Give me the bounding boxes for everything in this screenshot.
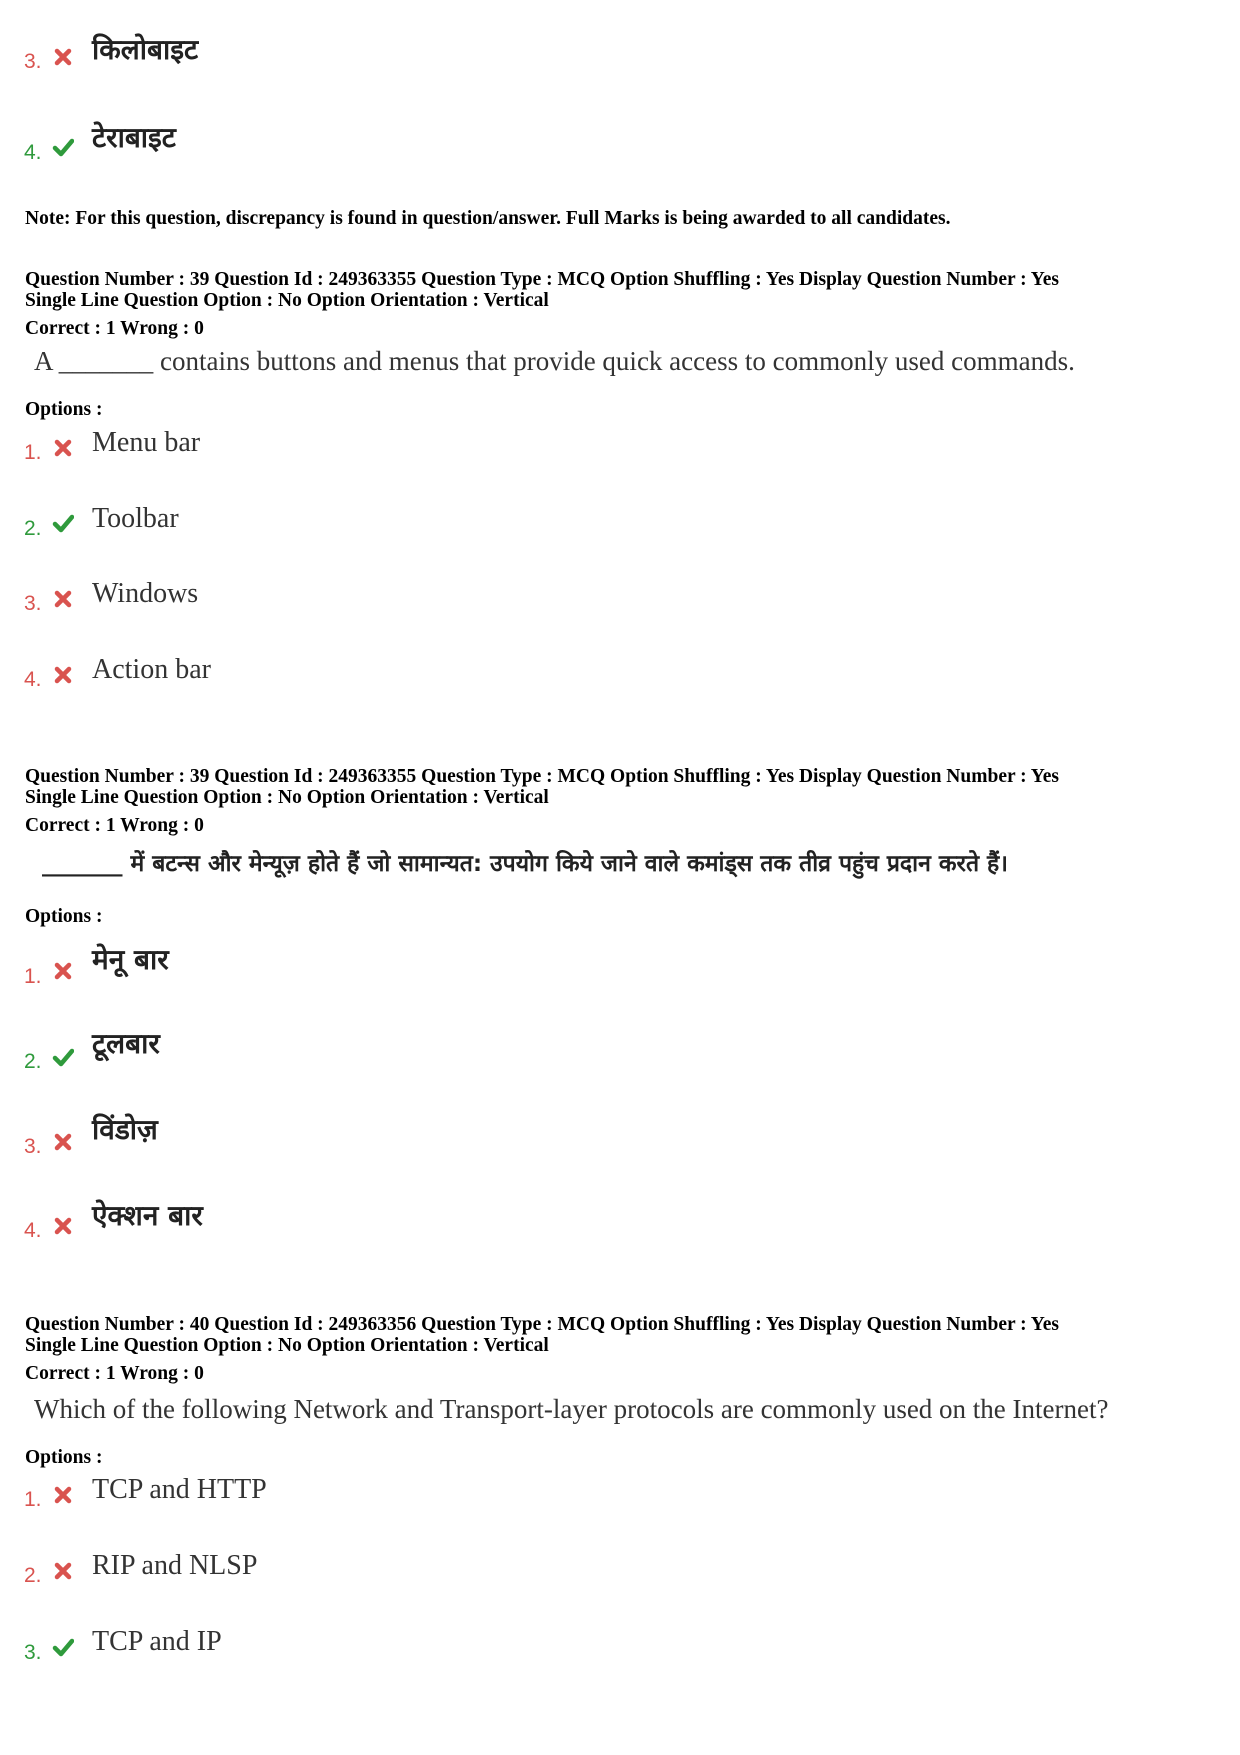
- options-label: Options :: [25, 1447, 103, 1468]
- options-label: Options :: [25, 399, 103, 420]
- option-text: TCP and HTTP: [92, 1474, 267, 1505]
- option-number: 4.: [24, 668, 42, 691]
- check-icon: [52, 1046, 74, 1068]
- question-text: Which of the following Network and Transport-layer protocols are commonly used on the Internet?: [34, 1394, 1109, 1424]
- option-number: 3.: [24, 1135, 42, 1158]
- option-text: टेराबाइट: [92, 121, 176, 154]
- option-number: 2.: [24, 1050, 42, 1073]
- question-text: _______ में बटन्स और मेन्यूज़ होते हैं जो सामान्यत: उपयोग किये जाने वाले कमांड्स तक तीव्र पहुंच प्रदान करते हैं।: [42, 851, 1008, 877]
- option-number: 1.: [24, 441, 42, 464]
- option-number: 2.: [24, 517, 42, 540]
- option-number: 1.: [24, 965, 42, 988]
- option-text: TCP and IP: [92, 1626, 222, 1657]
- check-icon: [52, 512, 74, 534]
- question-text: A _______ contains buttons and menus that provide quick access to commonly used commands.: [34, 346, 1075, 376]
- discrepancy-note: Note: For this question, discrepancy is found in question/answer. Full Marks is being awarded to all candidates.: [25, 208, 951, 229]
- wrong-icon: [52, 588, 74, 610]
- option-number: 3.: [24, 1641, 42, 1664]
- option-number: 4.: [24, 141, 42, 164]
- wrong-icon: [52, 1215, 74, 1237]
- question-meta: Question Number : 39 Question Id : 249363355 Question Type : MCQ Option Shuffling : Yes Display Question Number : Yes: [25, 269, 1059, 290]
- option-text: ऐक्शन बार: [92, 1199, 203, 1232]
- check-icon: [52, 1636, 74, 1658]
- option-text: किलोबाइट: [92, 33, 199, 66]
- option-number: 3.: [24, 50, 42, 73]
- options-label: Options :: [25, 906, 103, 927]
- option-number: 3.: [24, 592, 42, 615]
- option-number: 4.: [24, 1219, 42, 1242]
- option-number: 2.: [24, 1564, 42, 1587]
- option-text: टूलबार: [92, 1027, 160, 1060]
- wrong-icon: [52, 1484, 74, 1506]
- question-meta-2: Single Line Question Option : No Option Orientation : Vertical: [25, 290, 549, 311]
- wrong-icon: [52, 1131, 74, 1153]
- option-text: Toolbar: [92, 503, 179, 534]
- option-text: Action bar: [92, 654, 211, 685]
- question-meta-2: Single Line Question Option : No Option Orientation : Vertical: [25, 787, 549, 808]
- wrong-icon: [52, 960, 74, 982]
- option-text: Windows: [92, 578, 199, 609]
- wrong-icon: [52, 437, 74, 459]
- option-text: विंडोज़: [92, 1113, 158, 1146]
- option-number: 1.: [24, 1488, 42, 1511]
- option-text: मेनू बार: [92, 943, 169, 976]
- question-meta: Question Number : 40 Question Id : 249363356 Question Type : MCQ Option Shuffling : Yes Display Question Number : Yes: [25, 1314, 1059, 1335]
- marks-info: Correct : 1 Wrong : 0: [25, 318, 204, 339]
- question-meta-2: Single Line Question Option : No Option Orientation : Vertical: [25, 1335, 549, 1356]
- wrong-icon: [52, 1560, 74, 1582]
- marks-info: Correct : 1 Wrong : 0: [25, 815, 204, 836]
- wrong-icon: [52, 46, 74, 68]
- check-icon: [52, 136, 74, 158]
- question-meta: Question Number : 39 Question Id : 249363355 Question Type : MCQ Option Shuffling : Yes Display Question Number : Yes: [25, 766, 1059, 787]
- option-text: Menu bar: [92, 427, 201, 458]
- wrong-icon: [52, 664, 74, 686]
- marks-info: Correct : 1 Wrong : 0: [25, 1363, 204, 1384]
- option-text: RIP and NLSP: [92, 1550, 258, 1581]
